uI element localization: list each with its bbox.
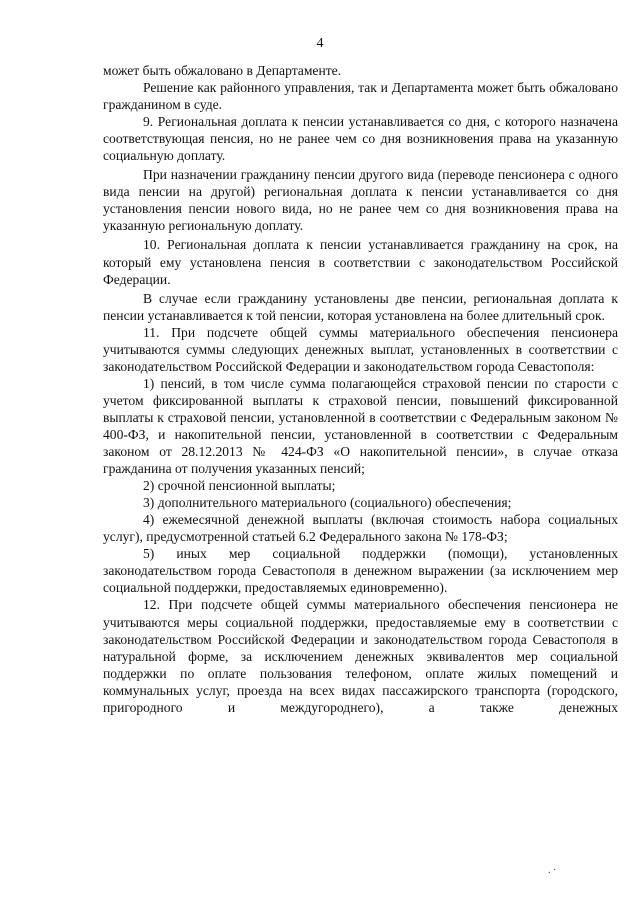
paragraph: может быть обжаловано в Департаменте. [103,63,342,78]
paragraph: 10. Региональная доплата к пенсии устанавливается гражданину на срок, на который ему установлена пенсия в соответствии с законодательством Российской Федерации. [103,237,618,287]
document-body [103,62,618,716]
list-item: 5) иных мер социальной поддержки (помощи), установленных законодательством города Севастополя в денежном выражении (за исключением мер социальной поддержки, предоставляемых единовременно). [103,546,618,596]
list-item: 4) ежемесячной денежной выплаты (включая стоимость набора социальных услуг), предусмотренной статьей 6.2 Федерального закона № 178-ФЗ; [103,512,618,545]
paragraph: 12. При подсчете общей суммы материального обеспечения пенсионера не учитываются меры социальной поддержки, предоставляемые ему в соответствии с законодательством Российской Федерации и законодательством города Севастополя в натуральной форме, за исключением денежных эквивалентов мер социальной поддержки по оплате пользования телефоном, оплате жилых помещений и коммунальных услуг, проезда на всех видах пассажирского транспорта (городского, пригородного и междугороднего), а также денежных [103,597,618,715]
scan-mark: . · [548,865,557,876]
list-item: 3) дополнительного материального (социального) обеспечения; [143,495,512,511]
list-item: 1) пенсий, в том числе сумма полагающейся страховой пенсии по старости с учетом фиксированной выплаты к страховой пенсии, повышений фиксированной выплаты к страховой пенсии, установленной в соответствии с Федеральным законом № 400-ФЗ, и накопительной пенсии, установленной в соответствии с Федеральным законом от 28.12.2013 № 424-ФЗ «О накопительной пенсии», в случае отказа гражданина от получения указанных пенсий; [103,375,618,477]
paragraph: Решение как районного управления, так и Департамента может быть обжаловано гражданином в суде. [103,80,618,113]
paragraph: 9. Региональная доплата к пенсии устанавливается со дня, с которого назначена соответствующая пенсия, но не ранее чем со дня возникновения права на указанную социальную доплату. [103,114,618,164]
list-item: 2) срочной пенсионной выплаты; [143,478,336,494]
paragraph: В случае если гражданину установлены две пенсии, региональная доплата к пенсии устанавливается к той пенсии, которая установлена на более длительный срок. [103,290,618,323]
paragraph: При назначении гражданину пенсии другого вида (переводе пенсионера с одного вида пенсии на другой) региональная доплата к пенсии устанавливается со дня установления пенсии нового вида, но не ранее чем со дня возникновения права на указанную региональную доплату. [103,167,618,234]
page-number: 4 [316,36,324,51]
paragraph: 11. При подсчете общей суммы материального обеспечения пенсионера учитываются суммы следующих денежных выплат, установленных в соответствии с законодательством Российской Федерации и законодательством города Севастополя: [103,324,618,374]
